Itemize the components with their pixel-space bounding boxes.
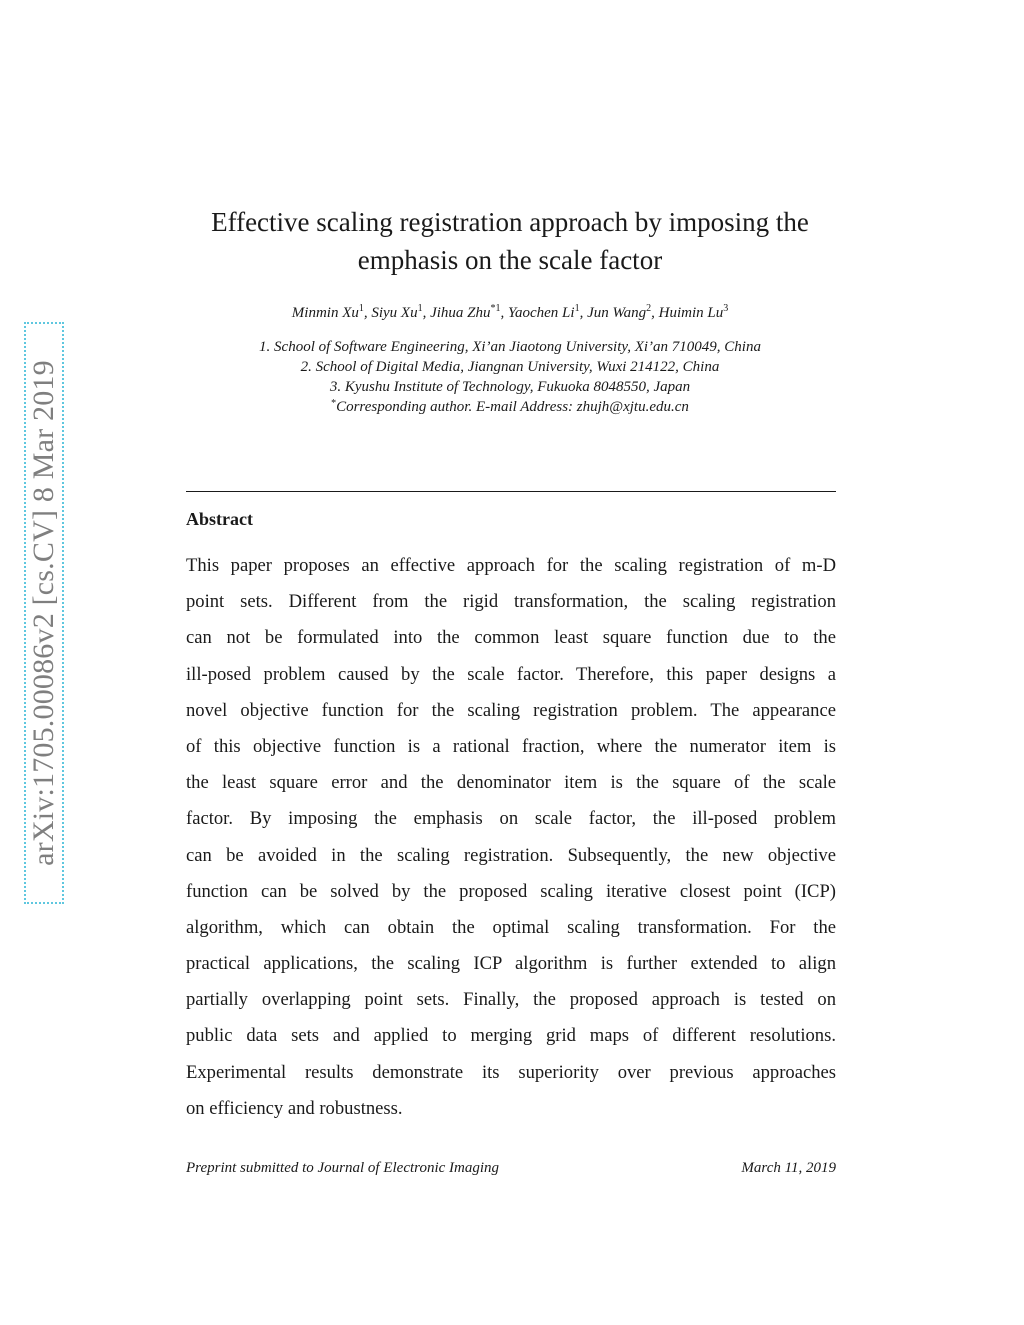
affiliation: 2. School of Digital Media, Jiangnan University, Wuxi 214122, China xyxy=(300,359,720,375)
author: Jihua Zhu$^{*1}$ xyxy=(430,303,501,321)
author: Yaochen Li$^1$ xyxy=(508,303,580,321)
abstract-line: novel objective function for the scaling registration problem. The appearance xyxy=(186,699,836,721)
affiliation-list xyxy=(180,337,840,417)
author: Huimin Lu$^3$ xyxy=(658,303,729,321)
abstract-line: factor. By imposing the emphasis on scale factor, the ill-posed problem xyxy=(186,808,836,830)
corresponding-author: *Corresponding author. E-mail Address: zhujh@xjtu.edu.cn xyxy=(331,398,689,415)
abstract-line: of this objective function is a rational fraction, where the numerator item is xyxy=(186,735,836,757)
abstract-line: the least square error and the denominator item is the square of the scale xyxy=(186,772,836,794)
author: Jun Wang$^2$ xyxy=(587,303,652,321)
preprint-date: March 11, 2019 xyxy=(741,1160,836,1176)
affiliation: 3. Kyushu Institute of Technology, Fukuoka 8048550, Japan xyxy=(329,379,691,395)
abstract-line: can be avoided in the scaling registration. Subsequently, the new objective xyxy=(186,844,836,866)
author-list: Minmin Xu$^1$, Siyu Xu$^1$, Jihua Zhu$^{*1}$, Yaochen Li$^1$, Jun Wang$^2$, Huimin Lu$^3$ xyxy=(291,303,729,321)
abstract-line: public data sets and applied to merging grid maps of different resolutions. xyxy=(186,1025,836,1047)
abstract-line: on efficiency and robustness. xyxy=(186,1097,403,1119)
abstract-line: partially overlapping point sets. Finally, the proposed approach is tested on xyxy=(186,989,836,1011)
abstract-line: Experimental results demonstrate its superiority over previous approaches xyxy=(186,1061,836,1083)
arxiv-stamp[interactable] xyxy=(24,322,64,904)
abstract-line: function can be solved by the proposed scaling iterative closest point (ICP) xyxy=(186,880,836,902)
paper-title: Effective scaling registration approach by imposing the emphasis on the scale factor xyxy=(211,207,809,275)
divider-rule xyxy=(186,491,836,492)
abstract-heading: Abstract xyxy=(186,509,253,529)
abstract-body xyxy=(186,548,836,1127)
abstract-line: algorithm, which can obtain the optimal scaling transformation. For the xyxy=(186,916,836,938)
arxiv-id[interactable]: arXiv:1705.00086v2 [cs.CV] 8 Mar 2019 xyxy=(27,360,60,866)
abstract-line: This paper proposes an effective approach for the scaling registration of m-D xyxy=(186,555,836,576)
author: Minmin Xu$^1$ xyxy=(291,303,364,321)
abstract-line: can not be formulated into the common least square function due to the xyxy=(186,627,836,649)
abstract-line: point sets. Different from the rigid transformation, the scaling registration xyxy=(186,591,836,613)
abstract-line: practical applications, the scaling ICP algorithm is further extended to align xyxy=(186,953,836,975)
author: Siyu Xu$^1$ xyxy=(371,303,423,321)
preprint-note: Preprint submitted to Journal of Electronic Imaging xyxy=(186,1160,500,1176)
affiliation: 1. School of Software Engineering, Xi’an Jiaotong University, Xi’an 710049, China xyxy=(259,339,761,355)
abstract-line: ill-posed problem caused by the scale factor. Therefore, this paper designs a xyxy=(186,663,836,685)
